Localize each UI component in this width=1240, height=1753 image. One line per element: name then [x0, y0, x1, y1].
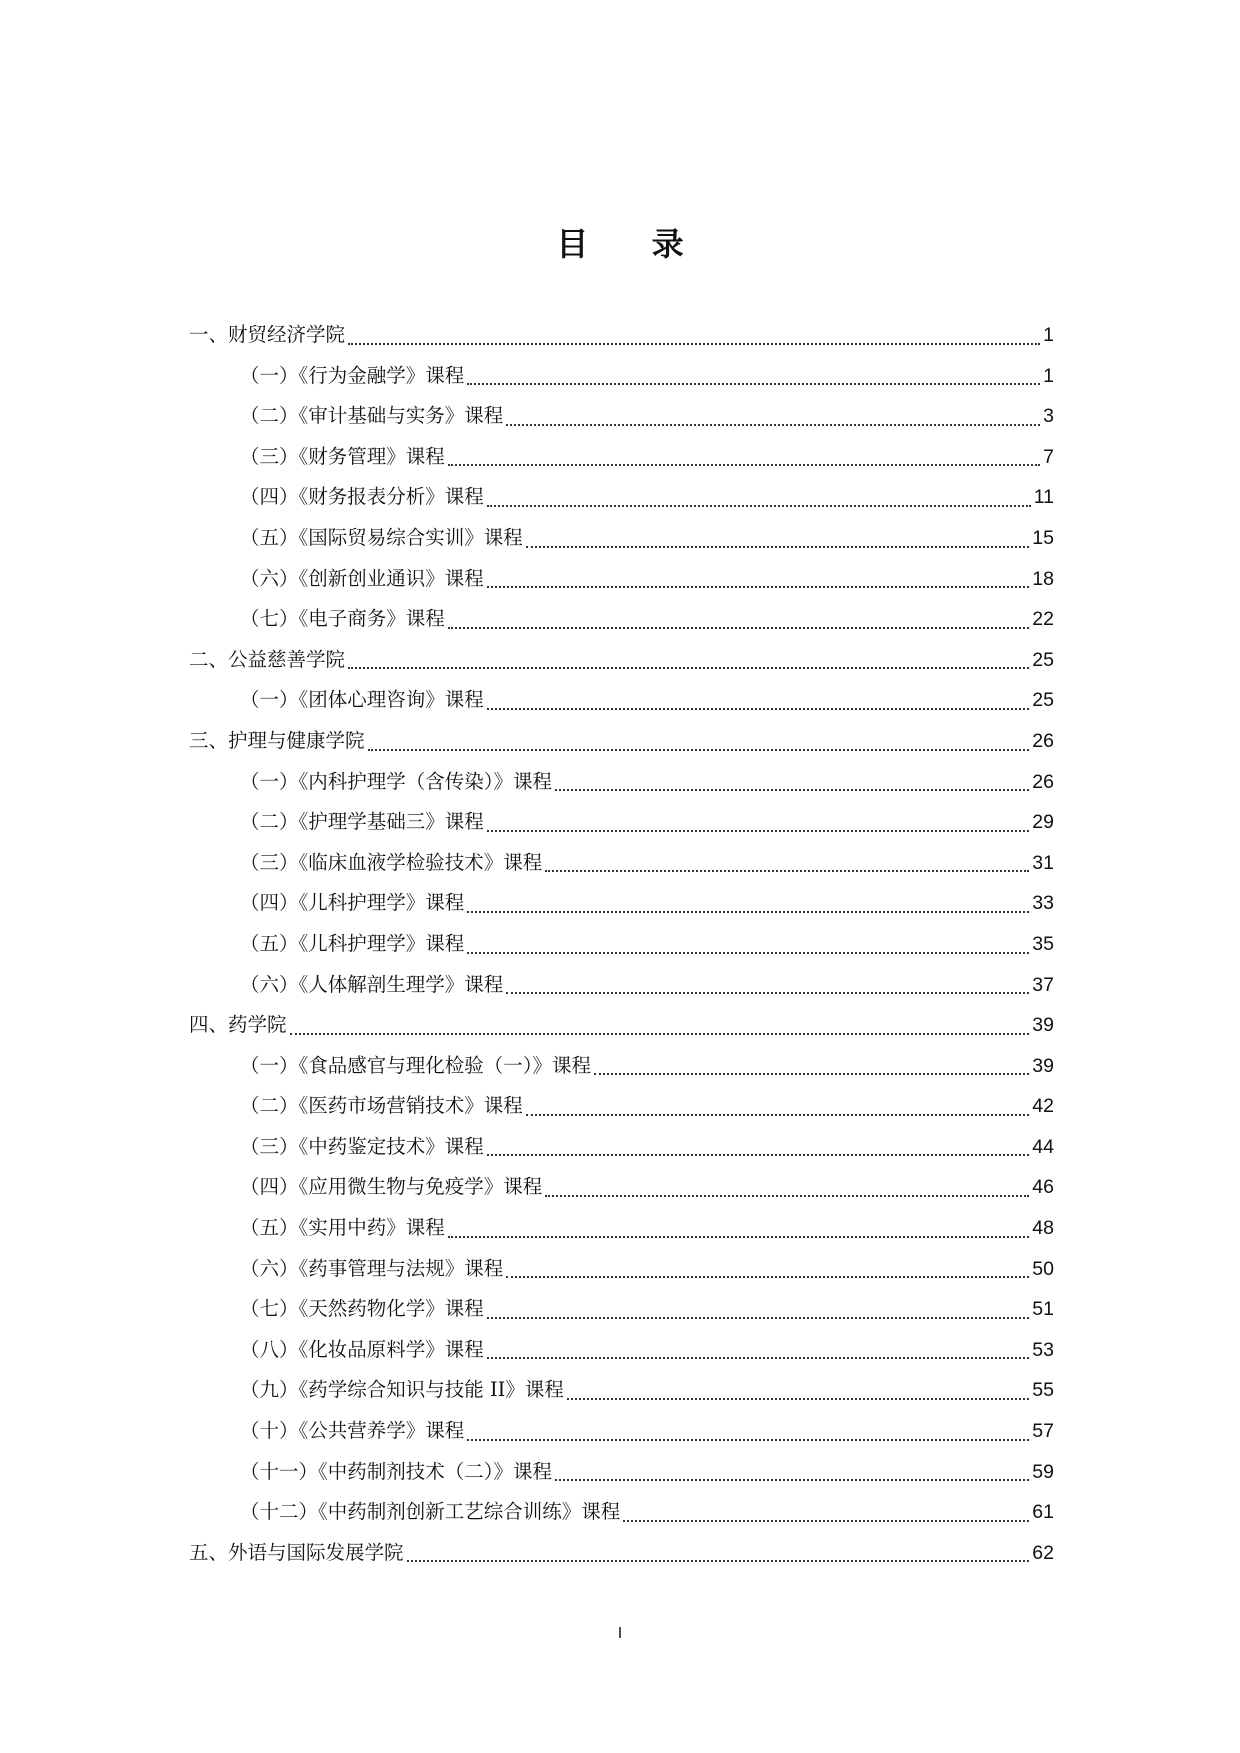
- toc-course-entry[interactable]: [189, 1492, 1054, 1533]
- toc-course-entry[interactable]: [189, 924, 1054, 965]
- toc-entry-page: 18: [1032, 567, 1054, 590]
- toc-section-entry[interactable]: [189, 315, 1054, 356]
- dot-leader: [567, 1398, 1029, 1400]
- toc-entry-page: 37: [1032, 973, 1054, 996]
- toc-entry-label: （五）《实用中药》课程: [240, 1216, 445, 1240]
- dot-leader: [487, 708, 1030, 710]
- dot-leader: [555, 1479, 1029, 1481]
- toc-course-entry[interactable]: [189, 1046, 1054, 1087]
- dot-leader: [368, 749, 1030, 751]
- dot-leader: [623, 1520, 1029, 1522]
- toc-course-entry[interactable]: [189, 1167, 1054, 1208]
- toc-entry-label: （四）《财务报表分析》课程: [240, 485, 484, 509]
- toc-course-entry[interactable]: [189, 559, 1054, 600]
- toc-entry-page: 39: [1032, 1014, 1054, 1037]
- dot-leader: [467, 911, 1029, 913]
- toc-entry-page: 48: [1032, 1217, 1054, 1240]
- toc-entry-label: （一）《食品感官与理化检验（一）》课程: [240, 1053, 592, 1077]
- dot-leader: [348, 343, 1040, 345]
- toc-entry-label: 一、财贸经济学院: [189, 323, 346, 346]
- toc-entry-label: （二）《审计基础与实务》课程: [240, 404, 504, 428]
- toc-entry-label: （三）《中药鉴定技术》课程: [240, 1134, 484, 1158]
- toc-section-entry[interactable]: [189, 721, 1054, 762]
- toc-course-entry[interactable]: [189, 680, 1054, 721]
- toc-entry-label: （八）《化妆品原料学》课程: [240, 1337, 484, 1361]
- dot-leader: [467, 1439, 1029, 1441]
- dot-leader: [487, 505, 1031, 507]
- toc-entry-label: 四、药学院: [189, 1013, 287, 1037]
- toc-course-entry[interactable]: [189, 802, 1054, 843]
- toc-entry-label: （五）《儿科护理学》课程: [240, 931, 465, 955]
- toc-entry-label: 五、外语与国际发展学院: [189, 1540, 404, 1564]
- dot-leader: [487, 586, 1030, 588]
- toc-entry-page: 31: [1032, 851, 1054, 874]
- toc-entry-page: 50: [1032, 1257, 1054, 1280]
- toc-entry-label: （十）《公共营养学》课程: [240, 1419, 465, 1443]
- dot-leader: [290, 1033, 1030, 1035]
- toc-entry-page: 55: [1032, 1379, 1054, 1402]
- toc-entry-page: 15: [1032, 526, 1054, 549]
- toc-entry-page: 42: [1032, 1095, 1054, 1118]
- toc-entry-page: 62: [1032, 1541, 1054, 1564]
- toc-entry-label: （六）《人体解剖生理学》课程: [240, 972, 504, 996]
- toc-entry-page: 44: [1032, 1135, 1054, 1158]
- toc-entry-label: （一）《行为金融学》课程: [240, 363, 465, 387]
- toc-course-entry[interactable]: [189, 518, 1054, 559]
- table-of-contents: [189, 315, 1054, 1573]
- toc-entry-page: 46: [1032, 1176, 1054, 1199]
- dot-leader: [467, 383, 1040, 385]
- toc-course-entry[interactable]: [189, 1249, 1054, 1290]
- toc-entry-page: 25: [1032, 648, 1054, 671]
- dot-leader: [407, 1560, 1030, 1562]
- page-number: I: [617, 1625, 623, 1642]
- toc-entry-page: 59: [1032, 1460, 1054, 1483]
- dot-leader: [545, 1195, 1029, 1197]
- toc-section-entry[interactable]: [189, 1533, 1054, 1574]
- toc-course-entry[interactable]: [189, 1452, 1054, 1493]
- toc-entry-page: 61: [1032, 1501, 1054, 1524]
- toc-course-entry[interactable]: [189, 356, 1054, 397]
- toc-entry-page: 11: [1033, 486, 1054, 509]
- toc-entry-page: 26: [1032, 729, 1054, 752]
- dot-leader: [487, 830, 1030, 832]
- dot-leader: [448, 1236, 1030, 1238]
- toc-course-entry[interactable]: [189, 883, 1054, 924]
- toc-entry-page: 25: [1032, 689, 1054, 712]
- toc-section-entry[interactable]: [189, 640, 1054, 681]
- toc-course-entry[interactable]: [189, 1289, 1054, 1330]
- toc-entry-label: （九）《药学综合知识与技能 II》课程: [240, 1378, 564, 1402]
- toc-entry-label: （七）《电子商务》课程: [240, 607, 445, 631]
- toc-course-entry[interactable]: [189, 599, 1054, 640]
- dot-leader: [487, 1357, 1030, 1359]
- dot-leader: [487, 1317, 1030, 1319]
- toc-entry-page: 51: [1032, 1298, 1054, 1321]
- toc-entry-page: 7: [1043, 445, 1054, 468]
- dot-leader: [545, 870, 1029, 872]
- toc-entry-label: （十一）《中药制剂技术（二）》课程: [240, 1459, 553, 1483]
- toc-course-entry[interactable]: [189, 477, 1054, 518]
- toc-entry-label: （四）《儿科护理学》课程: [240, 891, 465, 915]
- page-title: 目 录: [556, 225, 710, 263]
- dot-leader: [448, 464, 1040, 466]
- toc-entry-page: 1: [1043, 324, 1054, 346]
- dot-leader: [487, 1154, 1030, 1156]
- toc-entry-label: （一）《团体心理咨询》课程: [240, 688, 484, 712]
- toc-entry-page: 22: [1032, 608, 1054, 631]
- toc-entry-label: （七）《天然药物化学》课程: [240, 1297, 484, 1321]
- dot-leader: [594, 1073, 1029, 1075]
- dot-leader: [467, 952, 1029, 954]
- toc-entry-label: （六）《创新创业通识》课程: [240, 566, 484, 590]
- toc-entry-label: （五）《国际贸易综合实训》课程: [240, 525, 523, 549]
- dot-leader: [448, 627, 1030, 629]
- toc-entry-label: （三）《财务管理》课程: [240, 444, 445, 468]
- toc-entry-label: （六）《药事管理与法规》课程: [240, 1256, 504, 1280]
- toc-course-entry[interactable]: [189, 437, 1054, 478]
- toc-entry-page: 35: [1032, 932, 1054, 955]
- toc-course-entry[interactable]: [189, 396, 1054, 437]
- toc-course-entry[interactable]: [189, 1411, 1054, 1452]
- toc-entry-page: 3: [1043, 405, 1054, 428]
- dot-leader: [555, 789, 1029, 791]
- toc-entry-page: 39: [1032, 1054, 1054, 1077]
- toc-course-entry[interactable]: [189, 1330, 1054, 1371]
- toc-entry-label: 二、公益慈善学院: [189, 647, 346, 671]
- dot-leader: [348, 667, 1029, 669]
- dot-leader: [506, 992, 1029, 994]
- toc-course-entry[interactable]: [189, 843, 1054, 884]
- toc-course-entry[interactable]: [189, 965, 1054, 1006]
- toc-entry-label: （二）《护理学基础三》课程: [240, 810, 484, 834]
- dot-leader: [526, 1114, 1030, 1116]
- toc-course-entry[interactable]: [189, 1086, 1054, 1127]
- toc-course-entry[interactable]: [189, 762, 1054, 803]
- toc-entry-label: （四）《应用微生物与免疫学》课程: [240, 1175, 543, 1199]
- toc-entry-page: 29: [1032, 811, 1054, 834]
- toc-section-entry[interactable]: [189, 1005, 1054, 1046]
- toc-entry-page: 33: [1032, 892, 1054, 915]
- toc-entry-label: （十二）《中药制剂创新工艺综合训练》课程: [240, 1500, 621, 1524]
- toc-entry-label: 三、护理与健康学院: [189, 728, 365, 752]
- toc-course-entry[interactable]: [189, 1208, 1054, 1249]
- toc-entry-page: 53: [1032, 1338, 1054, 1361]
- toc-course-entry[interactable]: [189, 1127, 1054, 1168]
- toc-entry-page: 1: [1043, 364, 1054, 387]
- toc-entry-page: 26: [1032, 770, 1054, 793]
- toc-entry-label: （一）《内科护理学（含传染）》课程: [240, 769, 553, 793]
- dot-leader: [526, 546, 1030, 548]
- toc-entry-page: 57: [1032, 1420, 1054, 1443]
- dot-leader: [506, 1276, 1029, 1278]
- dot-leader: [506, 424, 1040, 426]
- toc-course-entry[interactable]: [189, 1370, 1054, 1411]
- toc-entry-label: （二）《医药市场营销技术》课程: [240, 1094, 523, 1118]
- toc-entry-label: （三）《临床血液学检验技术》课程: [240, 850, 543, 874]
